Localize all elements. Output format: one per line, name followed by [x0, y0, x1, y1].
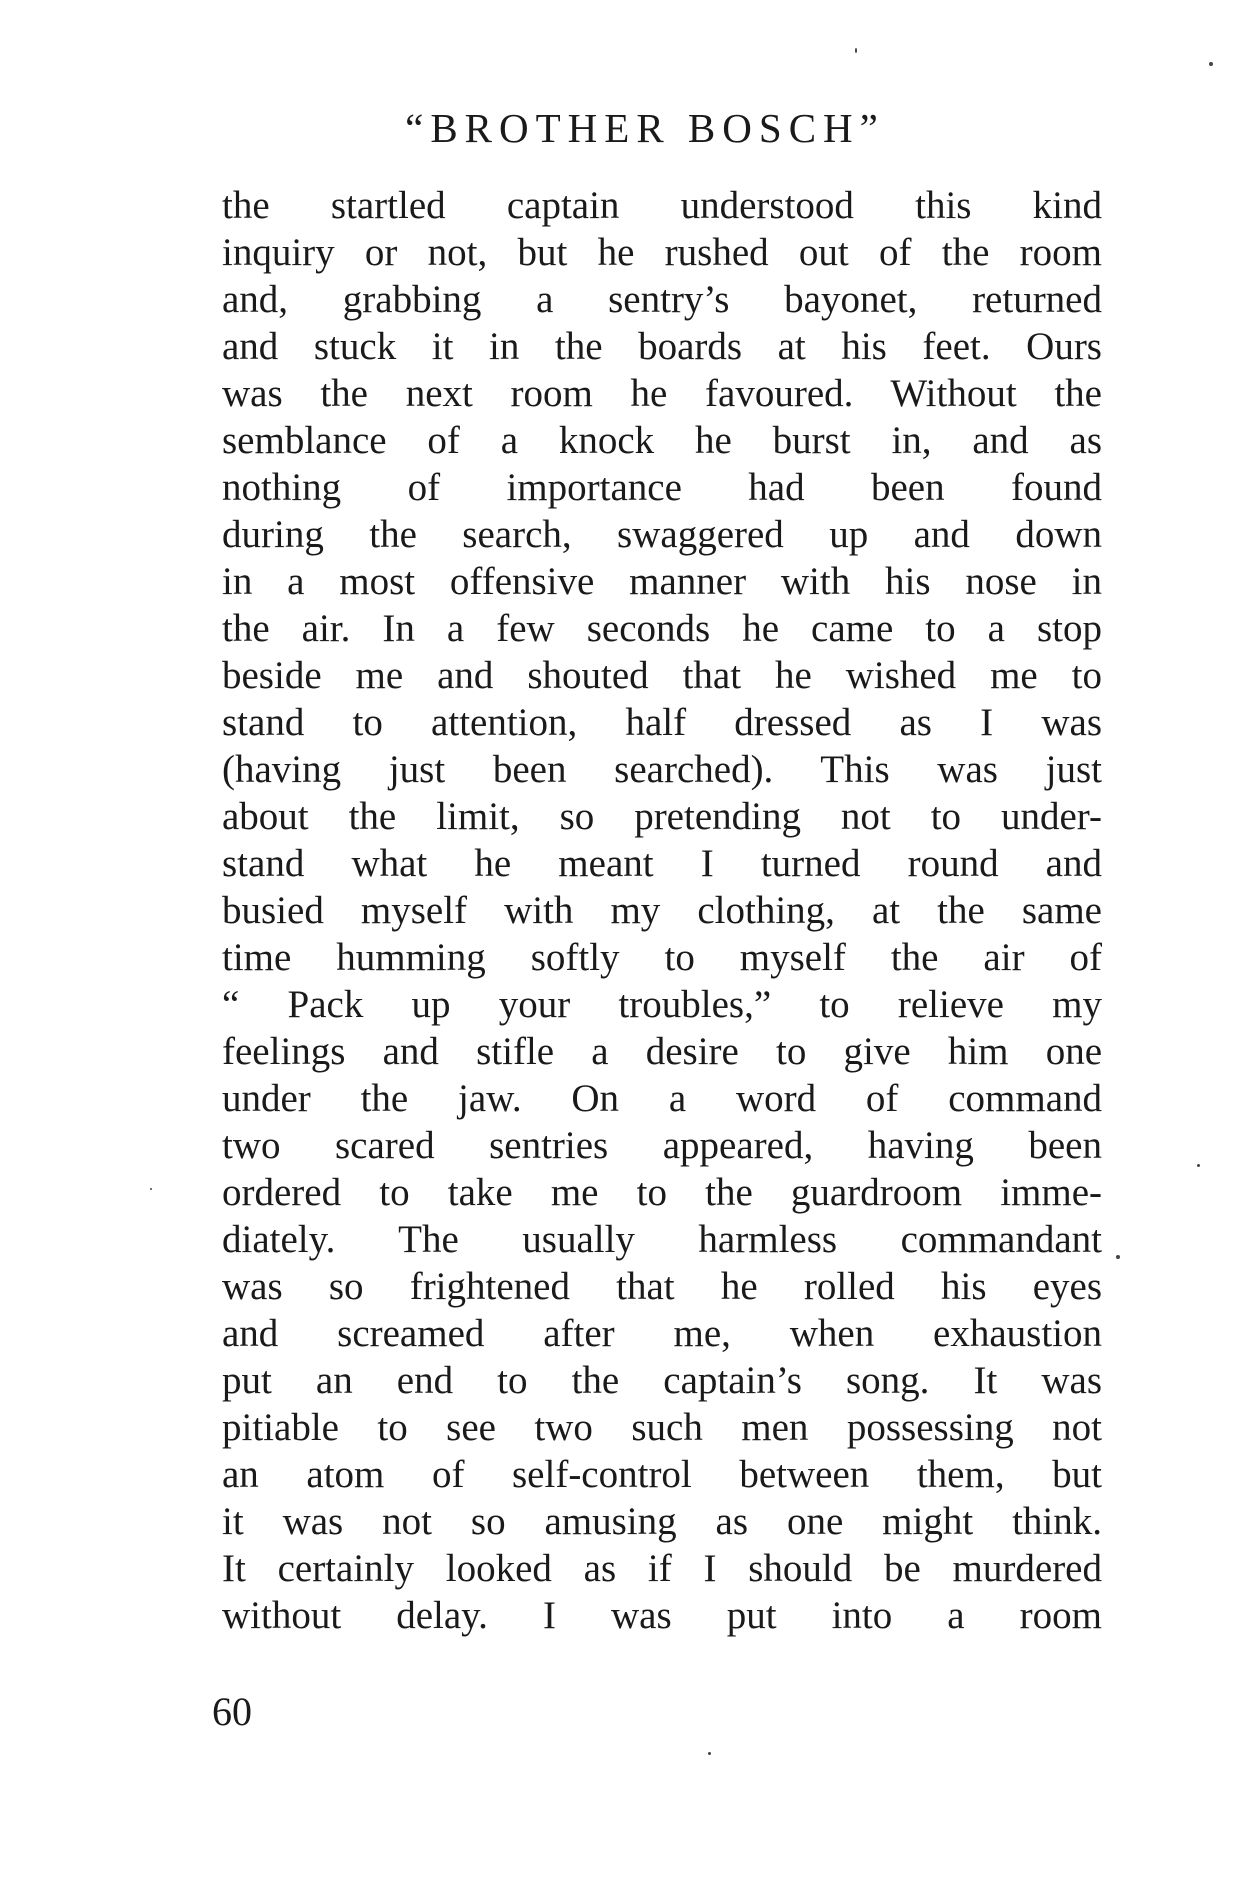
- text-line: beside me and shouted that he wished me to: [222, 654, 1102, 697]
- text-line: semblance of a knock he burst in, and as: [222, 419, 1102, 462]
- text-line: and stuck it in the boards at his feet. Ours: [222, 325, 1102, 368]
- text-line: nothing of importance had been found: [222, 466, 1102, 509]
- text-line: was the next room he favoured. Without the: [222, 372, 1102, 415]
- text-line: “ Pack up your troubles,” to relieve my: [222, 983, 1102, 1026]
- body-text: [222, 182, 1102, 1639]
- text-line: the air. In a few seconds he came to a stop: [222, 607, 1102, 650]
- text-line: time humming softly to myself the air of: [222, 936, 1102, 979]
- text-line: stand to attention, half dressed as I was: [222, 701, 1102, 744]
- text-line: was so frightened that he rolled his eyes: [222, 1265, 1102, 1308]
- scan-speck: [1197, 1164, 1200, 1167]
- text-line: it was not so amusing as one might think.: [222, 1500, 1102, 1543]
- text-line: busied myself with my clothing, at the same: [222, 889, 1102, 932]
- text-line: two scared sentries appeared, having been: [222, 1124, 1102, 1167]
- scan-speck: [1116, 1255, 1120, 1259]
- text-line: in a most offensive manner with his nose in: [222, 560, 1102, 603]
- text-line: inquiry or not, but he rushed out of the room: [222, 231, 1102, 274]
- text-line: under the jaw. On a word of command: [222, 1077, 1102, 1120]
- text-line: stand what he meant I turned round and: [222, 842, 1102, 885]
- text-line: an atom of self-control between them, but: [222, 1453, 1102, 1496]
- text-line: the startled captain understood this kind: [222, 184, 1102, 227]
- text-line: without delay. I was put into a room: [222, 1594, 1102, 1637]
- scan-speck: [150, 1188, 152, 1190]
- text-line: during the search, swaggered up and down: [222, 513, 1102, 556]
- scan-speck: [855, 48, 857, 53]
- text-line: diately. The usually harmless commandant: [222, 1218, 1102, 1261]
- text-line: and, grabbing a sentry’s bayonet, returned: [222, 278, 1102, 321]
- running-head: “BROTHER BOSCH”: [405, 105, 885, 151]
- page-number: 60: [212, 1689, 252, 1734]
- text-line: about the limit, so pretending not to under-: [222, 795, 1102, 838]
- text-line: put an end to the captain’s song. It was: [222, 1359, 1102, 1402]
- scan-speck: [1209, 62, 1213, 66]
- scan-speck: [708, 1752, 711, 1755]
- text-line: ordered to take me to the guardroom imme-: [222, 1171, 1102, 1214]
- text-line: pitiable to see two such men possessing not: [222, 1406, 1102, 1449]
- text-line: (having just been searched). This was just: [222, 748, 1102, 791]
- text-line: feelings and stifle a desire to give him one: [222, 1030, 1102, 1073]
- text-line: It certainly looked as if I should be murdered: [222, 1547, 1102, 1590]
- text-line: and screamed after me, when exhaustion: [222, 1312, 1102, 1355]
